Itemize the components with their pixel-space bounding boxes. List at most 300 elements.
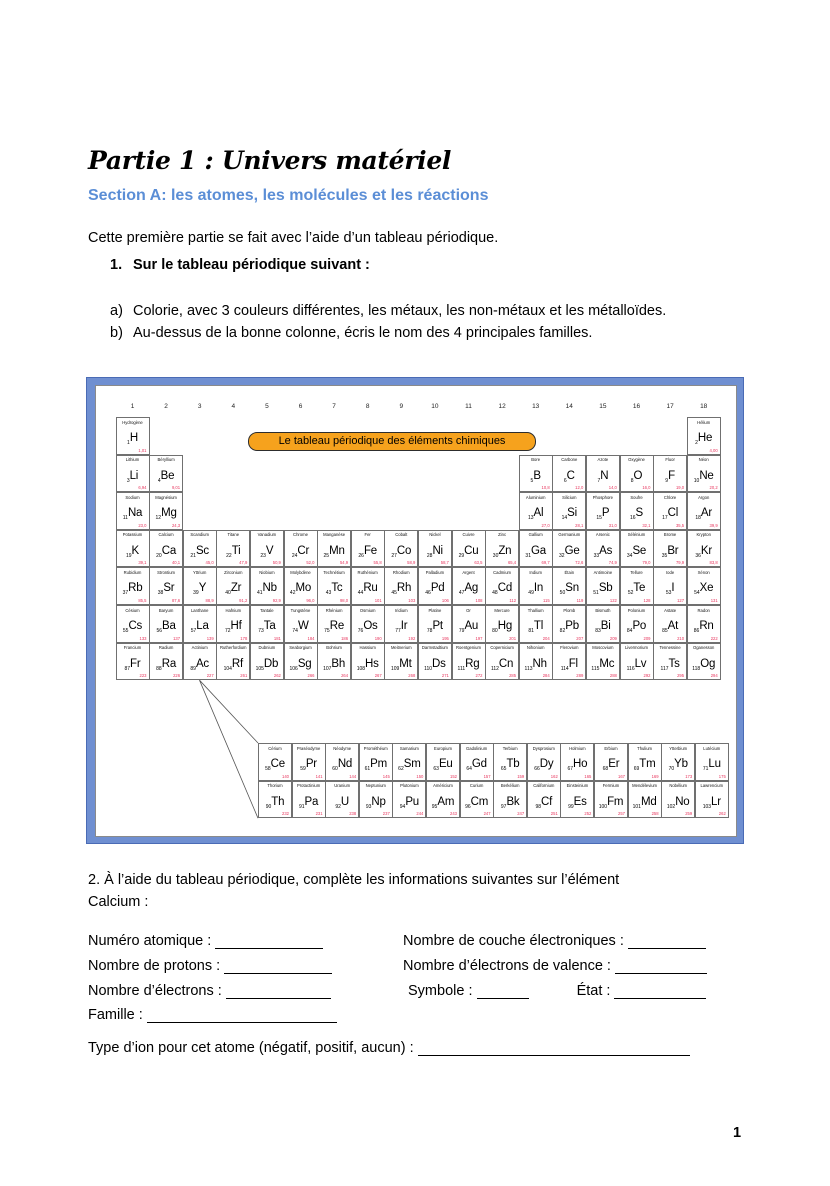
element-cell-Lu[interactable]: [695, 743, 729, 781]
element-cell-No[interactable]: [661, 781, 695, 819]
element-cell-Rf[interactable]: [216, 643, 250, 681]
element-cell-Ir[interactable]: [384, 605, 418, 643]
element-name: Mercure: [494, 607, 510, 613]
field-type-ion-blank[interactable]: [418, 1041, 690, 1056]
element-cell-Pm[interactable]: [359, 743, 393, 781]
element-cell-P[interactable]: [586, 492, 620, 530]
element-symbol: Rb: [128, 582, 143, 595]
element-symbol-group: [453, 541, 485, 559]
element-cell-Rn[interactable]: [687, 605, 721, 643]
atomic-mass: 45,0: [205, 560, 214, 566]
element-cell-Ce[interactable]: [258, 743, 292, 781]
element-cell-C[interactable]: [552, 455, 586, 493]
element-name: Césium: [125, 607, 140, 613]
atomic-number: 19: [125, 552, 132, 559]
atomic-mass: 209: [609, 635, 617, 641]
element-cell-Au[interactable]: [452, 605, 486, 643]
element-cell-Fl[interactable]: [552, 643, 586, 681]
atomic-number: 6: [563, 477, 567, 484]
element-symbol: Se: [632, 544, 647, 557]
element-cell-Hs[interactable]: [351, 643, 385, 681]
element-name: Américium: [433, 783, 453, 789]
element-cell-As[interactable]: [586, 530, 620, 568]
element-cell-Ar[interactable]: [687, 492, 721, 530]
atomic-number: 112: [490, 665, 499, 672]
element-cell-Ne[interactable]: [687, 455, 721, 493]
element-symbol: Rf: [231, 657, 244, 670]
element-name: Étain: [564, 569, 575, 575]
element-cell-Bi[interactable]: [586, 605, 620, 643]
atomic-mass: 50,9: [272, 560, 281, 566]
element-cell-Tb[interactable]: [493, 743, 527, 781]
element-cell-Nb[interactable]: [250, 567, 284, 605]
element-cell-Db[interactable]: [250, 643, 284, 681]
element-cell-Ds[interactable]: [418, 643, 452, 681]
element-symbol: Cf: [541, 795, 553, 808]
field-numero-atomique-blank[interactable]: [215, 934, 323, 949]
element-symbol-group: [662, 754, 694, 772]
element-name: Platine: [428, 607, 442, 613]
atomic-number: 97: [500, 803, 507, 810]
element-symbol-group: [352, 654, 384, 672]
element-name: Nihonium: [526, 645, 545, 651]
field-electrons-valence-blank[interactable]: [615, 959, 707, 974]
element-cell-Cf[interactable]: [527, 781, 561, 819]
column-number-4: 4: [231, 403, 236, 410]
atomic-mass: 122: [609, 597, 617, 603]
field-etat-blank[interactable]: [614, 984, 706, 999]
element-cell-Zn[interactable]: [485, 530, 519, 568]
atomic-number: 93: [365, 803, 372, 810]
element-cell-Rh[interactable]: [384, 567, 418, 605]
element-name: Rhénium: [325, 607, 343, 613]
atomic-mass: 6,94: [138, 485, 147, 491]
element-name: Francium: [123, 645, 142, 651]
element-cell-Cm[interactable]: [460, 781, 494, 819]
element-cell-Po[interactable]: [620, 605, 654, 643]
element-symbol: Og: [700, 657, 716, 670]
element-cell-Si[interactable]: [552, 492, 586, 530]
question-2-line-2: Calcium :: [88, 894, 149, 910]
atomic-mass: 83,8: [709, 560, 718, 566]
element-name: Antimoine: [593, 569, 613, 575]
element-cell-Ca[interactable]: [149, 530, 183, 568]
element-name: Zirconium: [224, 569, 243, 575]
element-cell-F[interactable]: [653, 455, 687, 493]
element-symbol-group: [117, 578, 149, 596]
column-number-11: 11: [465, 403, 472, 410]
atomic-mass: 186: [341, 635, 349, 641]
element-cell-Cd[interactable]: [485, 567, 519, 605]
element-cell-O[interactable]: [620, 455, 654, 493]
element-symbol: Lr: [711, 795, 721, 808]
element-name: Bore: [531, 457, 541, 463]
element-symbol: Es: [573, 795, 587, 808]
element-cell-Cn[interactable]: [485, 643, 519, 681]
element-cell-Mt[interactable]: [384, 643, 418, 681]
element-cell-Ts[interactable]: [653, 643, 687, 681]
field-nombre-protons-blank[interactable]: [224, 959, 332, 974]
element-cell-Nd[interactable]: [325, 743, 359, 781]
atomic-number: 14: [561, 515, 568, 522]
element-cell-Pr[interactable]: [292, 743, 326, 781]
element-cell-Am[interactable]: [426, 781, 460, 819]
element-cell-Lr[interactable]: [695, 781, 729, 819]
periodic-table-banner: Le tableau périodique des éléments chimiques: [248, 432, 536, 451]
atomic-mass: 285: [509, 673, 517, 679]
element-symbol: Ti: [231, 544, 241, 557]
element-cell-Tl[interactable]: [519, 605, 553, 643]
atomic-mass: 207: [576, 635, 584, 641]
element-cell-Ho[interactable]: [560, 743, 594, 781]
element-cell-Se[interactable]: [620, 530, 654, 568]
element-symbol-group: [184, 578, 216, 596]
element-cell-Er[interactable]: [594, 743, 628, 781]
element-cell-In[interactable]: [519, 567, 553, 605]
atomic-mass: 40,1: [171, 560, 181, 566]
element-name: Sodium: [125, 494, 140, 500]
element-symbol-group: [461, 754, 493, 772]
element-cell-Cl[interactable]: [653, 492, 687, 530]
element-cell-Ga[interactable]: [519, 530, 553, 568]
element-cell-Y[interactable]: [183, 567, 217, 605]
element-name: Titane: [227, 532, 240, 538]
element-cell-Te[interactable]: [620, 567, 654, 605]
element-cell-La[interactable]: [183, 605, 217, 643]
atomic-mass: 14,0: [608, 485, 617, 491]
element-name: Vanadium: [257, 532, 277, 538]
element-cell-Lv[interactable]: [620, 643, 654, 681]
element-cell-Bh[interactable]: [317, 643, 351, 681]
element-name: Fermium: [602, 783, 620, 789]
element-cell-Ni[interactable]: [418, 530, 452, 568]
atomic-number: 7: [597, 477, 601, 484]
element-cell-Fm[interactable]: [594, 781, 628, 819]
column-number-14: 14: [565, 403, 573, 410]
atomic-mass: 252: [584, 811, 592, 817]
atomic-mass: 181: [273, 635, 281, 641]
element-cell-Mg[interactable]: [149, 492, 183, 530]
element-symbol-group: [385, 654, 417, 672]
element-cell-Bk[interactable]: [493, 781, 527, 819]
element-symbol-group: [427, 792, 459, 810]
atomic-number: 2: [695, 440, 698, 446]
atomic-mass: 261: [240, 673, 248, 679]
element-symbol: Ho: [573, 758, 588, 770]
element-symbol: Re: [329, 620, 345, 632]
field-type-ion: [88, 1040, 690, 1056]
atomic-mass: 192: [408, 635, 416, 641]
atomic-number: 105: [255, 665, 264, 672]
element-symbol: Ne: [699, 469, 714, 482]
element-cell-Sm[interactable]: [392, 743, 426, 781]
field-famille-blank[interactable]: [147, 1008, 337, 1023]
element-cell-Sb[interactable]: [586, 567, 620, 605]
element-name: Iridium: [395, 607, 408, 613]
element-symbol: Rh: [396, 582, 412, 595]
element-name: Radium: [158, 645, 174, 651]
element-cell-U[interactable]: [325, 781, 359, 819]
element-cell-Pa[interactable]: [292, 781, 326, 819]
element-cell-S[interactable]: [620, 492, 654, 530]
element-name: Darmstadtium: [421, 645, 448, 651]
atomic-number: 61: [364, 766, 371, 772]
element-cell-Ge[interactable]: [552, 530, 586, 568]
element-cell-Yb[interactable]: [661, 743, 695, 781]
element-symbol: Yb: [674, 758, 688, 770]
element-symbol: V: [265, 544, 274, 557]
element-name: Tellure: [630, 569, 643, 575]
element-cell-Nh[interactable]: [519, 643, 553, 681]
atomic-mass: 141: [315, 773, 323, 779]
column-number-10: 10: [431, 403, 439, 410]
element-symbol-group: [150, 578, 182, 596]
element-symbol: Cn: [498, 657, 514, 670]
element-cell-N[interactable]: [586, 455, 620, 493]
element-symbol-group: [385, 578, 417, 596]
field-nombre-electrons-blank[interactable]: [226, 984, 331, 999]
atomic-mass: 162: [550, 773, 558, 779]
column-number-2: 2: [164, 403, 168, 410]
element-cell-Ta[interactable]: [250, 605, 284, 643]
element-symbol-group: [553, 616, 585, 634]
element-cell-Tc[interactable]: [317, 567, 351, 605]
element-cell-At[interactable]: [653, 605, 687, 643]
atomic-mass: 10,8: [541, 485, 550, 491]
element-cell-W[interactable]: [284, 605, 318, 643]
element-cell-Cs[interactable]: [116, 605, 150, 643]
element-name: Niobium: [259, 569, 275, 575]
element-cell-Mo[interactable]: [284, 567, 318, 605]
atomic-number: 44: [357, 590, 364, 597]
element-cell-Fr[interactable]: [116, 643, 150, 681]
element-cell-Cr[interactable]: [284, 530, 318, 568]
element-symbol-group: [486, 616, 518, 634]
element-symbol: Co: [396, 544, 412, 557]
field-nombre-couches-blank[interactable]: [628, 934, 706, 949]
element-symbol: Tc: [331, 582, 343, 595]
atomic-mass: 39,9: [709, 522, 718, 528]
atomic-number: 18: [695, 515, 701, 522]
atomic-mass: 247: [517, 811, 525, 817]
atomic-mass: 52,0: [306, 560, 315, 566]
element-cell-Eu[interactable]: [426, 743, 460, 781]
element-cell-Xe[interactable]: [687, 567, 721, 605]
element-symbol: O: [633, 469, 643, 482]
atomic-number: 64: [466, 766, 472, 772]
element-cell-Co[interactable]: [384, 530, 418, 568]
element-cell-Ra[interactable]: [149, 643, 183, 681]
element-cell-Rg[interactable]: [452, 643, 486, 681]
atomic-mass: 251: [550, 811, 558, 817]
atomic-mass: 226: [173, 673, 181, 679]
atomic-mass: 231: [315, 811, 323, 817]
element-cell-Gd[interactable]: [460, 743, 494, 781]
atomic-mass: 157: [483, 773, 491, 779]
element-symbol-group: [150, 616, 182, 634]
element-cell-Ba[interactable]: [149, 605, 183, 643]
element-cell-Md[interactable]: [628, 781, 662, 819]
element-cell-Re[interactable]: [317, 605, 351, 643]
element-cell-Kr[interactable]: [687, 530, 721, 568]
element-symbol-group: [520, 466, 552, 484]
element-name: Hafnium: [225, 607, 242, 613]
element-cell-Og[interactable]: [687, 643, 721, 681]
element-cell-Cu[interactable]: [452, 530, 486, 568]
atomic-number: 74: [292, 628, 298, 634]
element-cell-Ac[interactable]: [183, 643, 217, 681]
atomic-mass: 152: [450, 773, 457, 779]
element-symbol-group: [654, 541, 686, 559]
element-cell-Pt[interactable]: [418, 605, 452, 643]
element-cell-H[interactable]: [116, 417, 150, 455]
element-symbol: Pa: [304, 795, 319, 808]
atomic-number: 92: [335, 803, 341, 810]
element-cell-He[interactable]: [687, 417, 721, 455]
element-cell-Mc[interactable]: [586, 643, 620, 681]
element-symbol: Zn: [498, 544, 512, 557]
column-number-12: 12: [498, 403, 506, 410]
element-cell-Na[interactable]: [116, 492, 150, 530]
element-cell-Pb[interactable]: [552, 605, 586, 643]
element-symbol-group: [293, 792, 325, 810]
atomic-mass: 223: [139, 673, 147, 679]
element-name: Silicium: [562, 494, 577, 500]
element-cell-Ru[interactable]: [351, 567, 385, 605]
atomic-mass: 284: [542, 673, 550, 679]
element-symbol: Th: [271, 795, 285, 808]
element-cell-Th[interactable]: [258, 781, 292, 819]
element-symbol-group: [654, 503, 686, 521]
element-cell-Ti[interactable]: [216, 530, 250, 568]
element-cell-Be[interactable]: [149, 455, 183, 493]
element-name: Hydrogène: [122, 419, 143, 425]
element-symbol: Os: [363, 620, 378, 632]
element-cell-Np[interactable]: [359, 781, 393, 819]
atomic-mass: 262: [718, 811, 726, 817]
element-cell-Hg[interactable]: [485, 605, 519, 643]
atomic-mass: 139: [206, 635, 214, 641]
element-symbol: Lu: [708, 758, 721, 770]
atomic-mass: 294: [710, 673, 718, 679]
element-symbol-group: [453, 578, 485, 596]
element-symbol: Tl: [533, 620, 544, 632]
atomic-mass: 96,0: [306, 597, 315, 603]
element-symbol-group: [117, 466, 149, 484]
element-cell-Al[interactable]: [519, 492, 553, 530]
element-symbol: Sg: [297, 657, 312, 670]
element-symbol: Cs: [128, 620, 143, 632]
element-symbol: Ra: [161, 657, 177, 670]
element-symbol-group: [352, 541, 384, 559]
element-name: Azote: [597, 457, 609, 463]
element-symbol-group: [150, 541, 182, 559]
element-symbol-group: [629, 792, 661, 810]
element-cell-Es[interactable]: [560, 781, 594, 819]
atomic-number: 3: [126, 477, 130, 484]
atomic-number: 17: [662, 515, 668, 522]
element-symbol: Ce: [270, 758, 285, 770]
element-cell-Zr[interactable]: [216, 567, 250, 605]
atomic-mass: 106: [441, 597, 449, 603]
atomic-number: 73: [258, 628, 264, 634]
element-cell-Sn[interactable]: [552, 567, 586, 605]
element-symbol-group: [184, 654, 216, 672]
element-symbol-group: [688, 654, 720, 672]
element-cell-Br[interactable]: [653, 530, 687, 568]
element-cell-Os[interactable]: [351, 605, 385, 643]
element-cell-B[interactable]: [519, 455, 553, 493]
field-symbole-etat: [408, 983, 706, 999]
element-cell-K[interactable]: [116, 530, 150, 568]
atomic-number: 116: [626, 665, 635, 672]
atomic-mass: 257: [618, 811, 625, 817]
element-cell-Hf[interactable]: [216, 605, 250, 643]
element-cell-Pu[interactable]: [392, 781, 426, 819]
field-nombre-protons-label: Nombre de protons :: [88, 958, 221, 974]
atomic-number: 35: [661, 552, 668, 559]
atomic-mass: 295: [677, 673, 685, 679]
element-name: Erbium: [604, 745, 618, 751]
atomic-mass: 72,6: [575, 560, 584, 566]
element-cell-Sc[interactable]: [183, 530, 217, 568]
atomic-mass: 268: [408, 673, 416, 679]
element-cell-Rb[interactable]: [116, 567, 150, 605]
element-cell-V[interactable]: [250, 530, 284, 568]
element-name: Rutherfordium: [220, 645, 247, 651]
element-symbol-group: [621, 578, 653, 596]
atomic-mass: 195: [441, 635, 449, 641]
element-symbol-group: [217, 654, 249, 672]
element-symbol-group: [453, 616, 485, 634]
atomic-number: 60: [332, 766, 338, 772]
element-cell-Pd[interactable]: [418, 567, 452, 605]
element-cell-Tm[interactable]: [628, 743, 662, 781]
element-cell-Sr[interactable]: [149, 567, 183, 605]
atomic-mass: 58,7: [440, 560, 449, 566]
element-symbol-group: [561, 792, 593, 810]
element-symbol: Mc: [599, 657, 615, 670]
element-symbol: Ag: [464, 582, 479, 595]
element-symbol: As: [599, 544, 613, 557]
element-cell-Sg[interactable]: [284, 643, 318, 681]
atomic-number: 21: [190, 552, 196, 559]
element-symbol-group: [360, 792, 392, 810]
element-cell-Ag[interactable]: [452, 567, 486, 605]
atomic-mass: 266: [307, 673, 315, 679]
element-cell-Fe[interactable]: [351, 530, 385, 568]
element-symbol: B: [533, 469, 541, 482]
field-symbole-blank[interactable]: [477, 984, 529, 999]
element-symbol-group: [621, 616, 653, 634]
atomic-number: 27: [391, 552, 397, 559]
element-name: Cuivre: [462, 532, 475, 538]
element-symbol-group: [419, 616, 451, 634]
atomic-number: 56: [156, 628, 163, 634]
element-name: Uranium: [334, 783, 351, 789]
element-cell-Li[interactable]: [116, 455, 150, 493]
element-name: Dysprosium: [532, 745, 555, 751]
element-cell-I[interactable]: [653, 567, 687, 605]
element-symbol-group: [150, 466, 182, 484]
atomic-number: 113: [524, 665, 533, 672]
field-nombre-protons: [88, 958, 332, 974]
atomic-number: 40: [225, 590, 231, 597]
element-cell-Mn[interactable]: [317, 530, 351, 568]
atomic-number: 99: [568, 803, 574, 810]
element-cell-Dy[interactable]: [527, 743, 561, 781]
atomic-number: 114: [560, 665, 569, 672]
